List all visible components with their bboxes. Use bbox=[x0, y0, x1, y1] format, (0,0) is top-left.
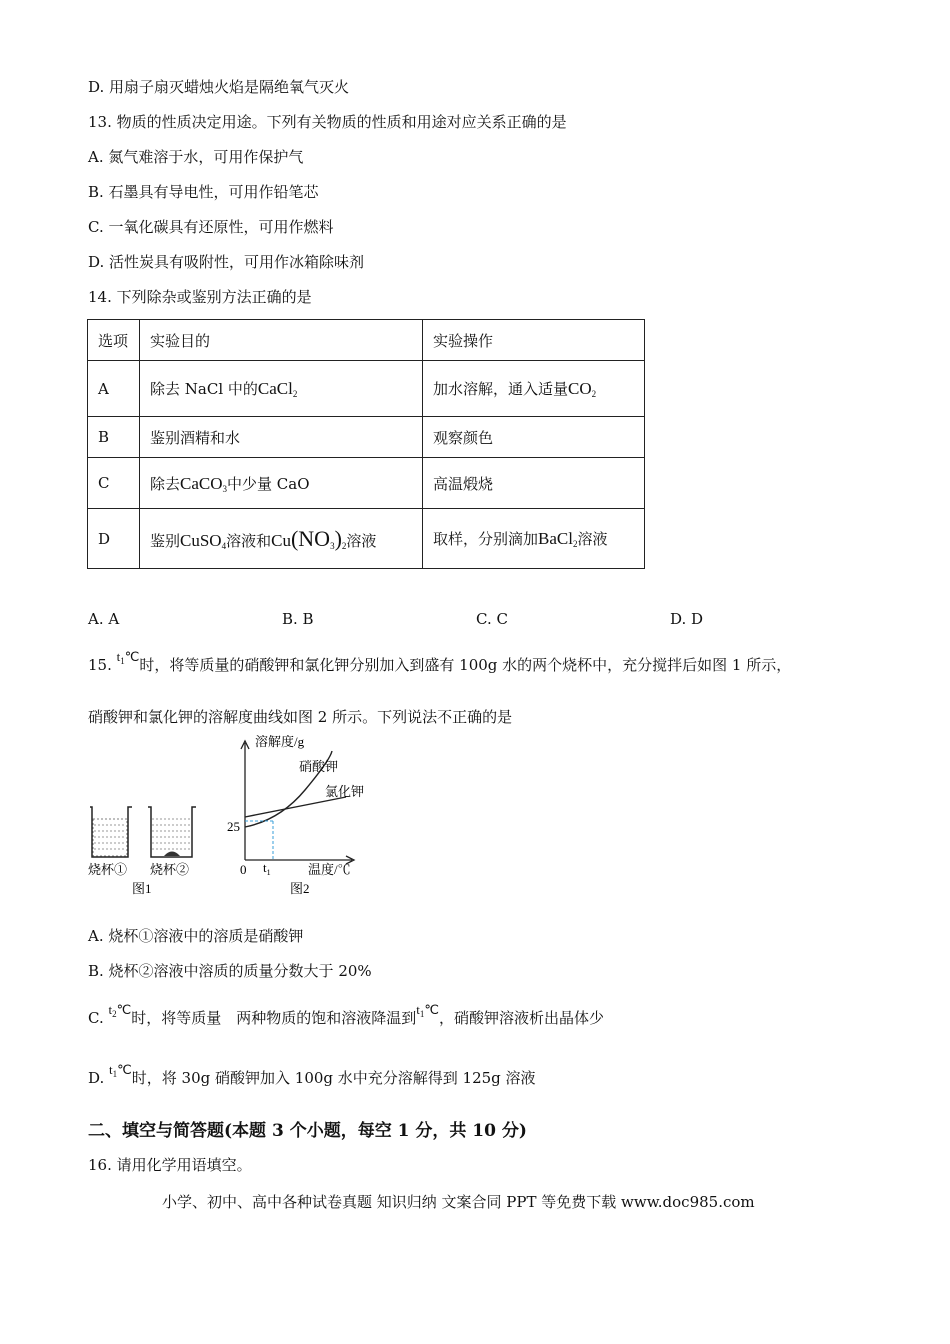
row-operation: 高温煅烧 bbox=[423, 458, 645, 509]
row-option: C bbox=[88, 458, 140, 509]
purpose-text: 除去 bbox=[150, 474, 181, 493]
formula: $Cu(NO_3)_2$ bbox=[271, 525, 347, 551]
formula: CuSO$_4$ bbox=[180, 530, 227, 551]
q14-answer-b: B. B bbox=[282, 610, 314, 628]
formula: CaCl$_2$ bbox=[257, 379, 298, 399]
origin-label: 0 bbox=[240, 862, 247, 877]
q15-option-d: D. $t_1℃$时，将 30g 硝酸钾加入 100g 水中充分溶解得到 125g 溶液 bbox=[88, 1062, 536, 1087]
y-axis-label: 溶解度/g bbox=[255, 735, 305, 749]
beaker-1-icon bbox=[90, 807, 132, 857]
header-purpose: 实验目的 bbox=[140, 320, 423, 361]
table-row bbox=[88, 458, 645, 509]
header-option: 选项 bbox=[88, 320, 140, 361]
row-option: D bbox=[88, 509, 140, 569]
t1-symbol: $t_1℃$ bbox=[116, 649, 140, 666]
question-number: 15. bbox=[88, 656, 112, 674]
beaker-2-label: 烧杯② bbox=[150, 862, 190, 877]
q16-stem: 16. 请用化学用语填空。 bbox=[88, 1156, 252, 1174]
q15-stem-line2: 硝酸钾和氯化钾的溶解度曲线如图 2 所示。下列说法不正确的是 bbox=[88, 708, 513, 726]
row-purpose: 鉴别酒精和水 bbox=[140, 417, 423, 458]
table-row bbox=[88, 509, 645, 569]
q14-answer-c: C. C bbox=[476, 610, 508, 628]
q15-stem-line1 bbox=[88, 649, 792, 680]
q13-stem: 13. 物质的性质决定用途。下列有关物质的性质和用途对应关系正确的是 bbox=[88, 113, 567, 131]
solubility-chart bbox=[227, 735, 364, 896]
series-kno3-label: 硝酸钾 bbox=[299, 759, 339, 774]
x-axis-label: 温度/℃ bbox=[308, 862, 351, 877]
purpose-text: 鉴别 bbox=[150, 531, 181, 550]
stem-text: 时，将等质量的硝酸钾和氯化钾分别加入到盛有 100g 水的两个烧杯中，充分搅拌后如图 1 所示， bbox=[139, 656, 792, 674]
row-purpose bbox=[140, 361, 423, 417]
row-purpose bbox=[140, 458, 423, 509]
q14-answer-d: D. D bbox=[670, 610, 704, 628]
formula: $CO_2$ bbox=[568, 379, 597, 399]
purpose-text: 除去 NaCl 中的 bbox=[150, 380, 258, 398]
section-2-heading: 二、填空与简答题(本题 3 个小题，每空 1 分，共 10 分) bbox=[88, 1121, 527, 1141]
row-operation: 观察颜色 bbox=[423, 417, 645, 458]
q15-option-b: B. 烧杯②溶液中溶质的质量分数大于 20% bbox=[88, 962, 372, 980]
row-operation bbox=[423, 509, 645, 569]
figure-1-label: 图1 bbox=[132, 881, 152, 896]
q12-option-d: D. 用扇子扇灭蜡烛火焰是隔绝氧气灭火 bbox=[88, 78, 350, 96]
formula: CaCO$_3$ bbox=[180, 473, 228, 494]
row-option: A bbox=[88, 361, 140, 417]
operation-text: 溶液 bbox=[577, 530, 608, 548]
row-option: B bbox=[88, 417, 140, 458]
row-purpose bbox=[140, 509, 423, 569]
table-header-row bbox=[88, 320, 645, 361]
page-footer: 小学、初中、高中各种试卷真题 知识归纳 文案合同 PPT 等免费下载 www.doc985.com bbox=[162, 1193, 755, 1211]
q14-answer-a: A. A bbox=[88, 610, 120, 628]
y-tick-25: 25 bbox=[227, 819, 240, 834]
q15-option-c: C. $t_2℃$时，将等质量 两种物质的饱和溶液降温到$t_1℃$，硝酸钾溶液析出晶体少 bbox=[88, 1002, 604, 1027]
table-row bbox=[88, 417, 645, 458]
purpose-text: 溶液 bbox=[346, 531, 377, 550]
beaker-2-icon bbox=[148, 807, 196, 857]
table-row bbox=[88, 361, 645, 417]
q13-option-d: D. 活性炭具有吸附性，可用作冰箱除味剂 bbox=[88, 253, 365, 271]
q13-option-b: B. 石墨具有导电性，可用作铅笔芯 bbox=[88, 183, 319, 201]
purpose-text: 溶液和 bbox=[226, 531, 272, 550]
operation-text: 取样，分别滴加 bbox=[433, 530, 539, 548]
header-operation: 实验操作 bbox=[423, 320, 645, 361]
series-kcl-label: 氯化钾 bbox=[325, 784, 365, 799]
beaker-1-label: 烧杯① bbox=[88, 862, 128, 877]
x-tick-t1: $t_1$ bbox=[263, 860, 271, 877]
purpose-text: 中少量 CaO bbox=[227, 474, 310, 493]
q14-table bbox=[87, 319, 645, 569]
figure-2-label: 图2 bbox=[290, 881, 310, 896]
operation-text: 加水溶解，通入适量 bbox=[433, 380, 569, 398]
row-operation bbox=[423, 361, 645, 417]
q13-option-c: C. 一氧化碳具有还原性，可用作燃料 bbox=[88, 218, 334, 236]
q13-option-a: A. 氮气难溶于水，可用作保护气 bbox=[88, 148, 304, 166]
q15-figure bbox=[80, 735, 380, 905]
formula: BaCl$_2$ bbox=[538, 529, 578, 549]
q14-stem: 14. 下列除杂或鉴别方法正确的是 bbox=[88, 288, 312, 306]
q15-option-a: A. 烧杯①溶液中的溶质是硝酸钾 bbox=[88, 927, 304, 945]
